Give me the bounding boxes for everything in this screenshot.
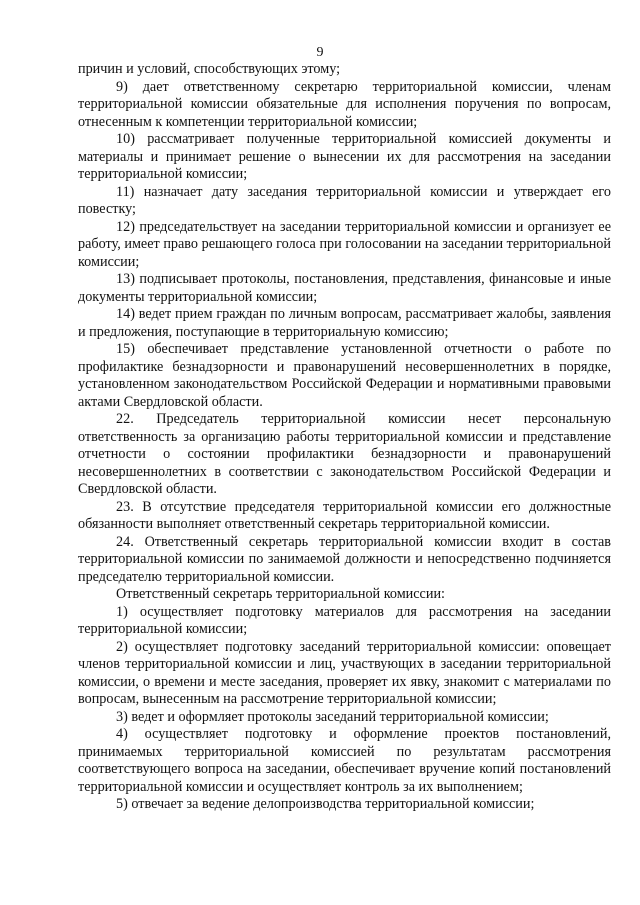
- paragraph-item-9: 9) дает ответственному секретарю территориальной комиссии, членам территориальной комиссии обязательные для исполнения поручения по вопросам, отнесенным к компетенции территориальной комиссии;: [78, 78, 611, 130]
- paragraph-item-15: 15) обеспечивает представление установленной отчетности о работе по профилактике безнадзорности и правонарушений несовершеннолетних в порядке, установленном законодательством Российской Федерации и нормативными правовыми актами Свердловской области.: [78, 341, 611, 410]
- paragraph-secretary-item-1: 1) осуществляет подготовку материалов для рассмотрения на заседании территориальной комиссии;: [78, 603, 611, 637]
- paragraph-item-14: 14) ведет прием граждан по личным вопросам, рассматривает жалобы, заявления и предложения, поступающие в территориальную комиссию;: [78, 306, 611, 340]
- document-body: [78, 61, 611, 814]
- paragraph-section-23: 23. В отсутствие председателя территориальной комиссии его должностные обязанности выполняет ответственный секретарь территориальной комиссии.: [78, 498, 611, 532]
- paragraph-secretary-item-2: 2) осуществляет подготовку заседаний территориальной комиссии: оповещает членов территориальной комиссии и лиц, участвующих в заседании территориальной комиссии, о времени и месте заседания, проверяет их явку, знакомит с материалами по вопросам, вынесенным на рассмотрение территориальной комиссии;: [78, 638, 611, 707]
- paragraph-item-10: 10) рассматривает полученные территориальной комиссией документы и материалы и принимает решение о вынесении их для рассмотрения на заседании территориальной комиссии;: [78, 131, 611, 182]
- paragraph-item-11: 11) назначает дату заседания территориальной комиссии и утверждает его повестку;: [78, 183, 611, 217]
- paragraph-secretary-intro: Ответственный секретарь территориальной комиссии:: [116, 586, 445, 602]
- page-number: 9: [316, 45, 324, 60]
- paragraph-secretary-item-4: 4) осуществляет подготовку и оформление проектов постановлений, принимаемых территориальной комиссией по результатам рассмотрения соответствующего вопроса на заседании, обеспечивает вручение копий постановлений территориальной комиссии и осуществляет контроль за их выполнением;: [78, 726, 611, 795]
- paragraph-section-22: 22. Председатель территориальной комиссии несет персональную ответственность за организацию работы территориальной комиссии и представление отчетности о состоянии профилактики безнадзорности и правонарушений несовершеннолетних в соответствии с законодательством Российской Федерации и Свердловской области.: [78, 411, 611, 497]
- paragraph-secretary-item-3: 3) ведет и оформляет протоколы заседаний территориальной комиссии;: [116, 708, 549, 725]
- paragraph-section-24: 24. Ответственный секретарь территориальной комиссии входит в состав территориальной комиссии по занимаемой должности и непосредственно подчиняется председателю территориальной комиссии.: [78, 533, 611, 585]
- paragraph-item-12: 12) председательствует на заседании территориальной комиссии и организует ее работу, имеет право решающего голоса при голосовании на заседании территориальной комиссии;: [78, 218, 611, 270]
- paragraph-secretary-item-5: 5) отвечает за ведение делопроизводства территориальной комиссии;: [116, 796, 535, 812]
- paragraph-item-13: 13) подписывает протоколы, постановления, представления, финансовые и иные документы территориальной комиссии;: [78, 271, 611, 305]
- paragraph-continuation: причин и условий, способствующих этому;: [78, 61, 341, 77]
